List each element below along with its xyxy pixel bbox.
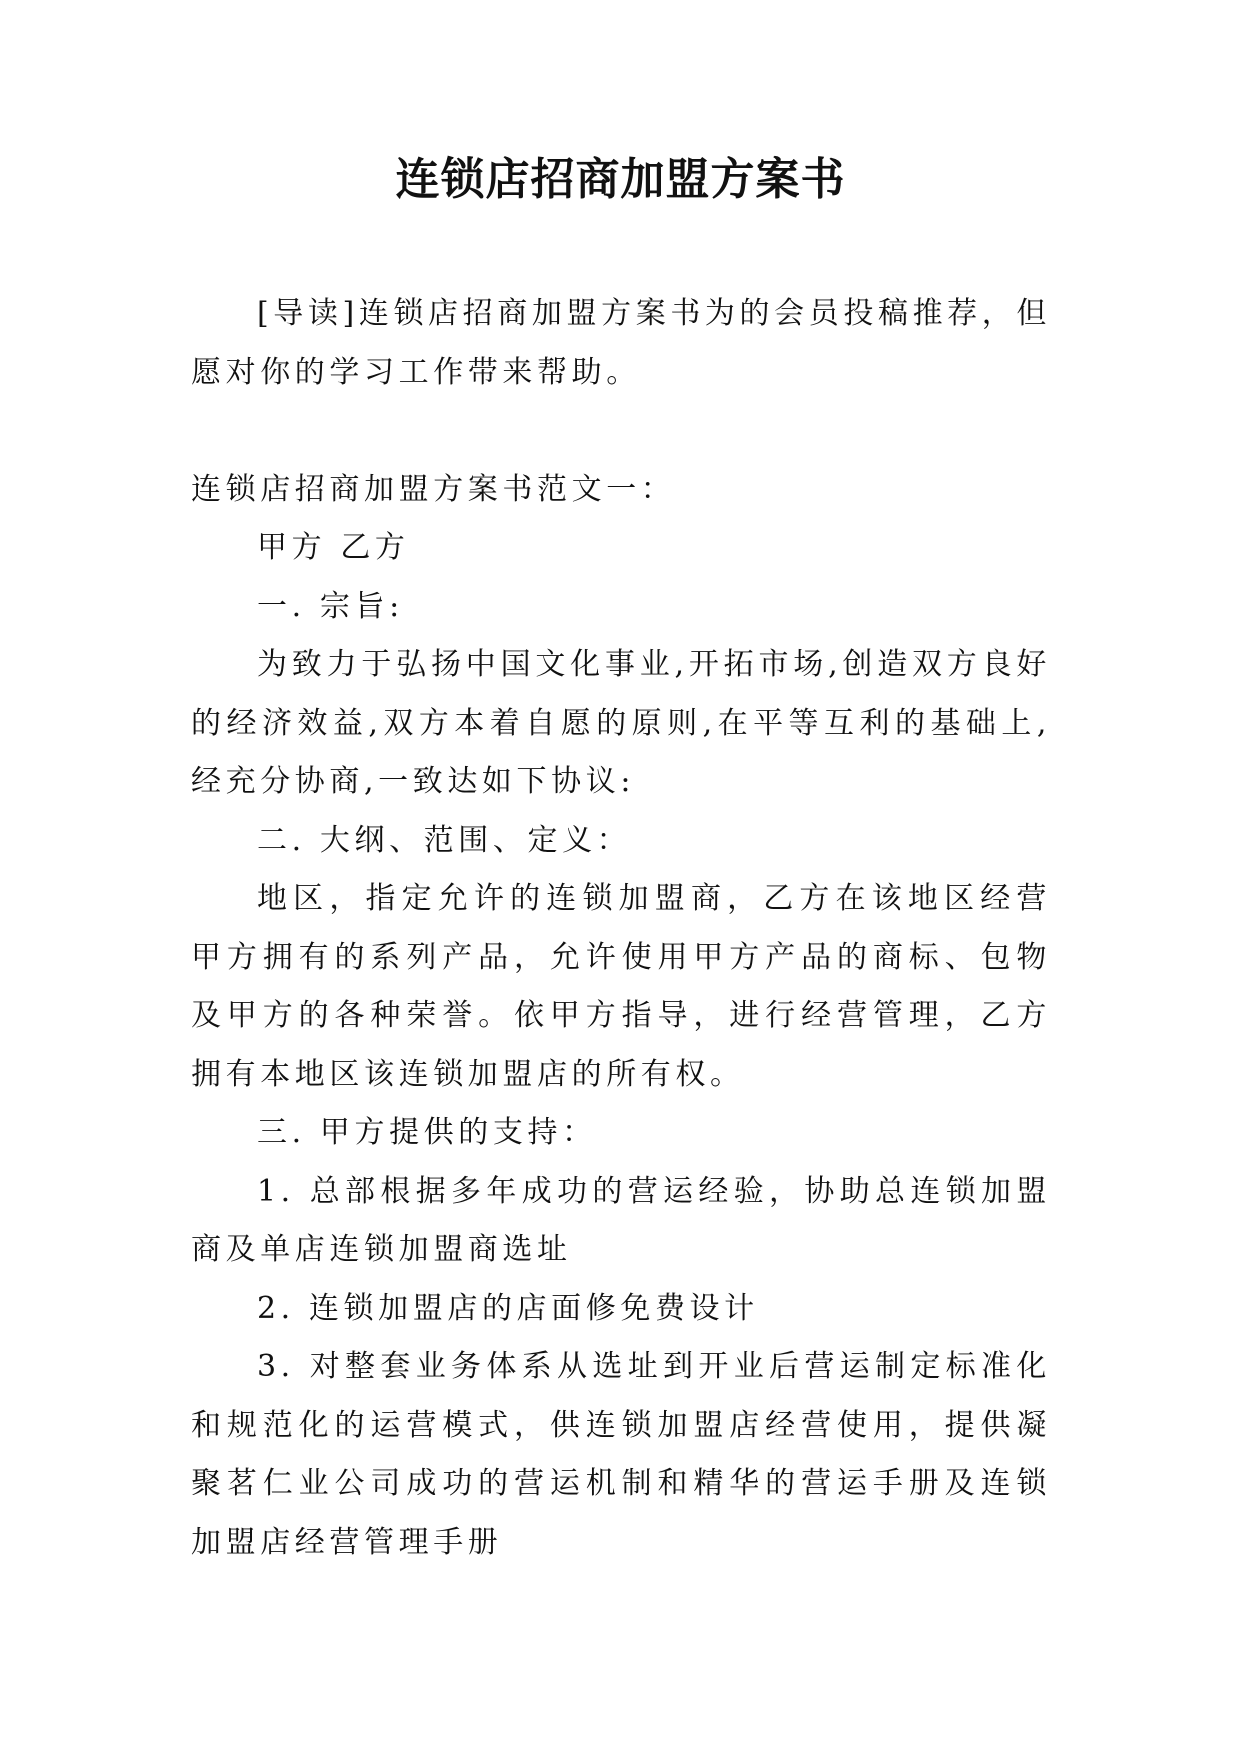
purpose-paragraph: 为致力于弘扬中国文化事业,开拓市场,创造双方良好的经济效益,双方本着自愿的原则,在平等互利的基础上,经充分协商,一致达如下协议: [191, 647, 1051, 799]
parties-line: 甲方 乙方 [257, 530, 410, 565]
outline-paragraph: 地区，指定允许的连锁加盟商，乙方在该地区经营甲方拥有的系列产品，允许使用甲方产品的商标、包物及甲方的各种荣誉。依甲方指导，进行经营管理，乙方拥有本地区该连锁加盟店的所有权。 [191, 881, 1051, 1092]
clause-heading-outline: 二. 大纲、范围、定义： [257, 822, 632, 858]
support-item-3: 3. 对整套业务体系从选址到开业后营运制定标准化和规范化的运营模式，供连锁加盟店经营使用，提供凝聚茗仁业公司成功的营运机制和精华的营运手册及连锁加盟店经营管理手册 [191, 1349, 1051, 1560]
section-heading-sample-one: 连锁店招商加盟方案书范文一： [191, 471, 676, 507]
clause-heading-support: 三. 甲方提供的支持： [257, 1115, 597, 1150]
document-title: 连锁店招商加盟方案书 [395, 154, 846, 205]
document-body [191, 285, 1051, 1572]
clause-heading-purpose: 一. 宗旨: [257, 588, 404, 624]
support-item-1: 1. 总部根据多年成功的营运经验，协助总连锁加盟商及单店连锁加盟商选址 [191, 1173, 1051, 1267]
intro-paragraph: [导读]连锁店招商加盟方案书为的会员投稿推荐，但愿对你的学习工作带来帮助。 [191, 296, 1051, 390]
support-item-2: 2. 连锁加盟店的店面修免费设计 [257, 1290, 759, 1326]
